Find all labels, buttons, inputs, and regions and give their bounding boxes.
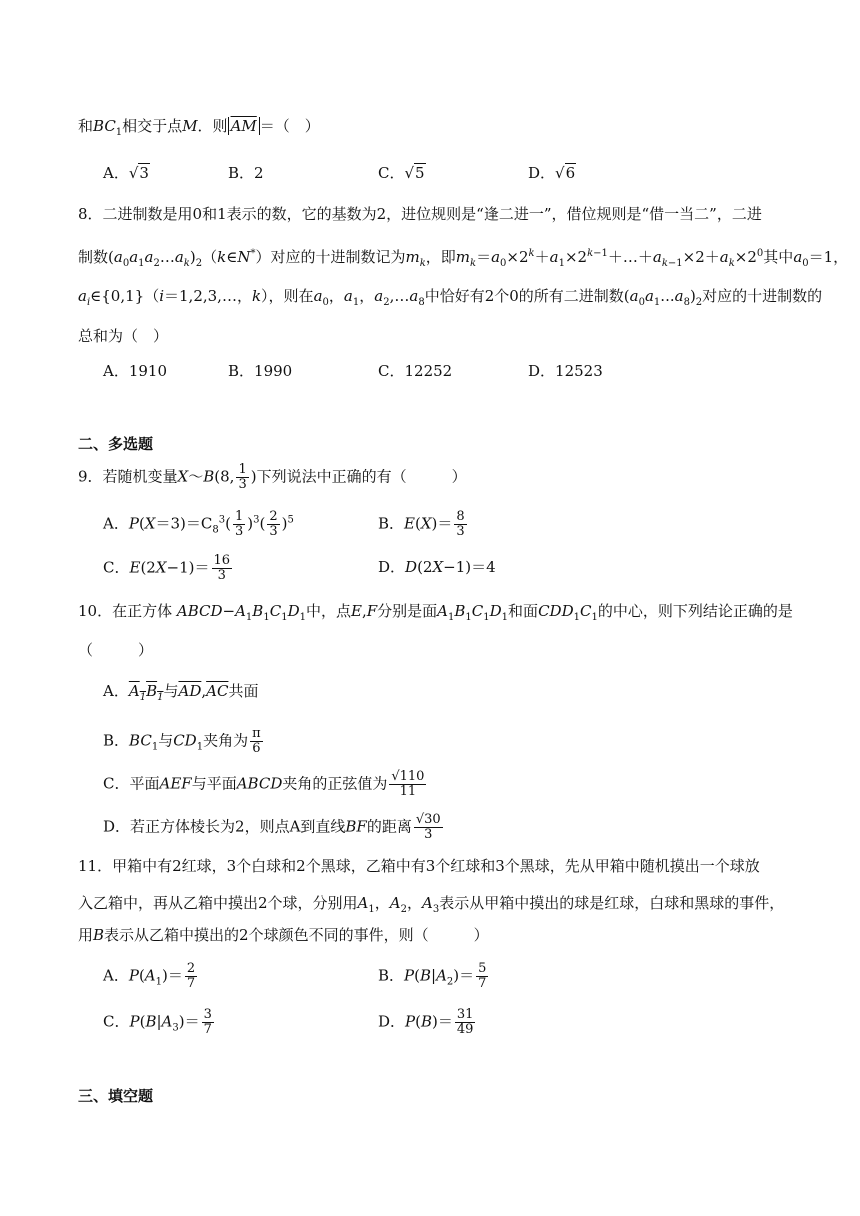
q9-option-b[interactable]: B．E(X)＝ $\frac{8}{3}$ (378, 509, 465, 539)
q7-option-d[interactable]: D．√6 (528, 164, 576, 182)
q11-option-b[interactable]: B．$P(B|A_2)=$ $\frac{5}{7}$ (378, 961, 487, 991)
q8-line-3: $a_i\in\{0,1\}(i=1,2,3,\dots$，k），则在$a_0$，$a_1$，$a_2,\dots a_8$中恰好有2个0的所有二进制数$(a_0a_1...a_8)_2$对应的十进制数的 (78, 287, 823, 308)
q8-line-4: 总和为（ ） (78, 327, 169, 345)
q8-option-d[interactable]: D．12523 (528, 362, 603, 380)
q10-option-c[interactable]: C．平面AEF与平面ABCD夹角的正弦值为 $\frac{√110}{11}$ (103, 769, 425, 799)
q11-line-2: 入乙箱中，再从乙箱中摸出2个球，分别用$A_1$，$A_2$，$A_3$表示从甲箱中摸出的球是红球，白球和黑球的事件， (78, 894, 785, 915)
q11-option-d[interactable]: D．P(B)＝ $\frac{31}{49}$ (378, 1007, 474, 1037)
q10-option-d[interactable]: D．若正方体棱长为2，则点A到直线BF的距离 $\frac{√30}{3}$ (103, 812, 441, 842)
q9-option-a[interactable]: A．$P(X=3)=C_8^3$( $\frac{1}{3}$ )$^3$( $\frac{2}{3}$ )$^5$ (103, 509, 294, 539)
section-2-title: 二、多选题 (78, 435, 154, 453)
section-3-title: 三、填空题 (78, 1087, 154, 1105)
q11-option-a[interactable]: A．$P(A_1)=$ $\frac{2}{7}$ (103, 961, 196, 991)
q8-option-a[interactable]: A．1910 (103, 362, 168, 380)
q8-option-c[interactable]: C．12252 (378, 362, 453, 380)
q11-line-1: 11．甲箱中有2红球，3个白球和2个黑球，乙箱中有3个红球和3个黑球，先从甲箱中随机摸出一个球放 (78, 857, 760, 875)
q9-option-c[interactable]: C．E(2X−1)＝ $\frac{16}{3}$ (103, 553, 231, 583)
q10-option-b[interactable]: B．$BC_1$与$CD_1$夹角为 $\frac{\pi}{6}$ (103, 726, 261, 756)
q8-option-b[interactable]: B．1990 (228, 362, 293, 380)
q7-option-b[interactable]: B．2 (228, 164, 264, 182)
q7-option-c[interactable]: C．√5 (378, 164, 425, 182)
q11-line-3: 用B表示从乙箱中摸出的2个球颜色不同的事件，则（ ） (78, 926, 489, 944)
q7-stem-tail: 和$BC_1$相交于点M．则 $\overline{AM}$ ＝（ ） (78, 117, 320, 138)
q7-option-a[interactable]: A．√3 (103, 164, 149, 182)
q10-stem: 10．在正方体 $ABCD-A_1B_1C_1D_1$中，点E,F分别是面$A_1B_1C_1D_1$和面$CDD_1C_1$的中心，则下列结论正确的是 (78, 602, 793, 623)
q11-option-c[interactable]: C．$P(B|A_3)=$ $\frac{3}{7}$ (103, 1007, 212, 1037)
q8-line-1: 8．二进制数是用0和1表示的数，它的基数为2，进位规则是“逢二进一”，借位规则是“借一当二”，二进 (78, 205, 762, 223)
q10-paren: （ ） (78, 641, 154, 659)
q9-stem: 9．若随机变量X～B(8, $\frac{1}{3}$ )下列说法中正确的有（ ） (78, 462, 467, 492)
q9-option-d[interactable]: D．D(2X−1)＝4 (378, 558, 496, 576)
q8-line-2: 制数$(a_0a_1a_2\dots a_k)_2(k\in N^*)$对应的十进制数记为$m_k$，即$m_k=a_0\times 2^k+a_1\times 2^{k-1}+\dots+a_{k-1}\times 2+a_k\times 2^0$其中$a_0=1$， (78, 248, 849, 269)
q10-option-a[interactable]: A．$A_1B_1$与$\overline{AD},\overline{AC}$共面 (103, 682, 259, 703)
